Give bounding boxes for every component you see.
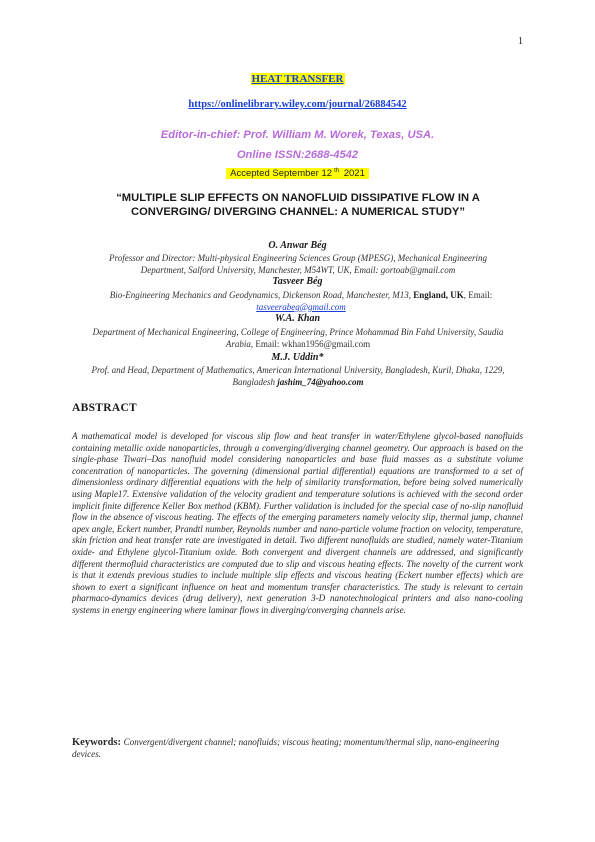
author-affiliation-3 (84, 327, 512, 350)
author-name-4: M.J. Uddin* (271, 352, 324, 363)
keywords-label: Keywords (72, 737, 118, 748)
author-name-3: W.A. Khan (274, 313, 321, 324)
author-name-2: Tasveer Bég (272, 276, 323, 287)
keywords-colon: : (117, 737, 124, 748)
keywords-section (72, 737, 523, 760)
accepted-prefix: Accepted September 12 (230, 168, 333, 180)
editor-line: Editor-in-chief: Prof. William M. Worek, Texas, USA. (160, 129, 435, 141)
journal-name (0, 73, 595, 85)
email-4: jashim_74@yahoo.com (277, 376, 364, 387)
affiliation-2-text: Bio-Engineering Mechanics and Geodynamics, Dickenson Road, Manchester, M13, (109, 290, 414, 300)
affiliation-3-text: Department of Mechanical Engineering, College of Engineering, Prince Mohammad Bin Fahd University, Saudia Arabia, (92, 327, 504, 349)
affiliation-4-text: Prof. and Head, Department of Mathematics, American International University, Bangladesh, Kuril, Dhaka, 1229, Bangladesh (91, 365, 505, 387)
accepted-sup: th (334, 168, 340, 174)
email-3: Email: wkhan1956@gmail.com (255, 338, 371, 349)
author-affiliation-2 (92, 290, 510, 313)
journal-name-text[interactable]: HEAT TRANSFER (251, 73, 344, 85)
accepted-suffix: 2021 (341, 168, 365, 180)
affiliation-2-mid: , Email: (463, 290, 493, 300)
page-number: 1 (518, 36, 523, 47)
journal-url-link[interactable]: https://onlinelibrary.wiley.com/journal/26884542 (188, 99, 407, 110)
keywords-text: Convergent/divergent channel; nanofluids; viscous heating; momentum/thermal slip, nano-engineering devices. (72, 737, 500, 759)
author-name-1: O. Anwar Bég (268, 240, 327, 251)
accepted-date (0, 168, 595, 179)
accepted-highlight (226, 168, 369, 179)
affiliation-2-bold: England, UK (413, 290, 464, 300)
issn-line: Online ISSN:2688-4542 (236, 149, 359, 161)
author-affiliation-1: Professor and Director: Multi-physical Engineering Sciences Group (MPESG), Mechanical Engineering Department, Salford University, Manchester, M54WT, UK, Email: gortoab@gmail.com (109, 253, 487, 275)
abstract-heading: ABSTRACT (72, 402, 138, 414)
author-affiliation-4 (76, 365, 520, 388)
email-link-2[interactable]: tasveerabeg@gmail.com (256, 301, 346, 312)
paper-title: “MULTIPLE SLIP EFFECTS ON NANOFLUID DISSIPATIVE FLOW IN A CONVERGING/ DIVERGING CHANNEL: A NUMERICAL STUDY” (116, 192, 480, 218)
abstract-body: A mathematical model is developed for viscous slip flow and heat transfer in water/Ethylene glycol-based nanofluids containing metallic oxide nanoparticles, through a converging/diverging channel geometry. Our approach is based on the single-phase Tiwari–Das nanofluid model considering nanoparticles and base fluid masses as a substitute volume concentration of nanoparticles. The governing (dimensional partial differential) equations are transformed to a set of dimensionless ordinary differential equations with the help of similarity transformation, before being solved numerically using Maple17. Extensive validation of the velocity gradient and temperature solutions is achieved with the second order implicit finite difference Keller Box method (KBM). Further validation is included for the special case of no-slip nanofluid flow in the absence of viscous heating. The effects of the emerging parameters namely velocity slip, thermal jump, channel apex angle, Eckert number, Prandtl number, Reynolds number and nano-particle volume fraction on velocity, temperature, skin friction and heat transfer rate are investigated in detail. Two different nanofluids are studied, namely water-Titanium oxide- and Ethylene glycol-Titanium oxide. Both convergent and divergent channels are addressed, and significantly different thermofluid characteristics are computed due to slip and viscous heating effects. The novelty of the current work is that it extends previous studies to include multiple slip effects and viscous heating (Eckert number effects) which are shown to exert a significant influence on heat and momentum transfer characteristics. The study is relevant to certain pharmaco-dynamics devices (drug delivery), next generation 3-D nanotechnological printers and also nano-cooling systems in energy engineering where laminar flows in diverging/converging channels arise. (72, 431, 523, 615)
